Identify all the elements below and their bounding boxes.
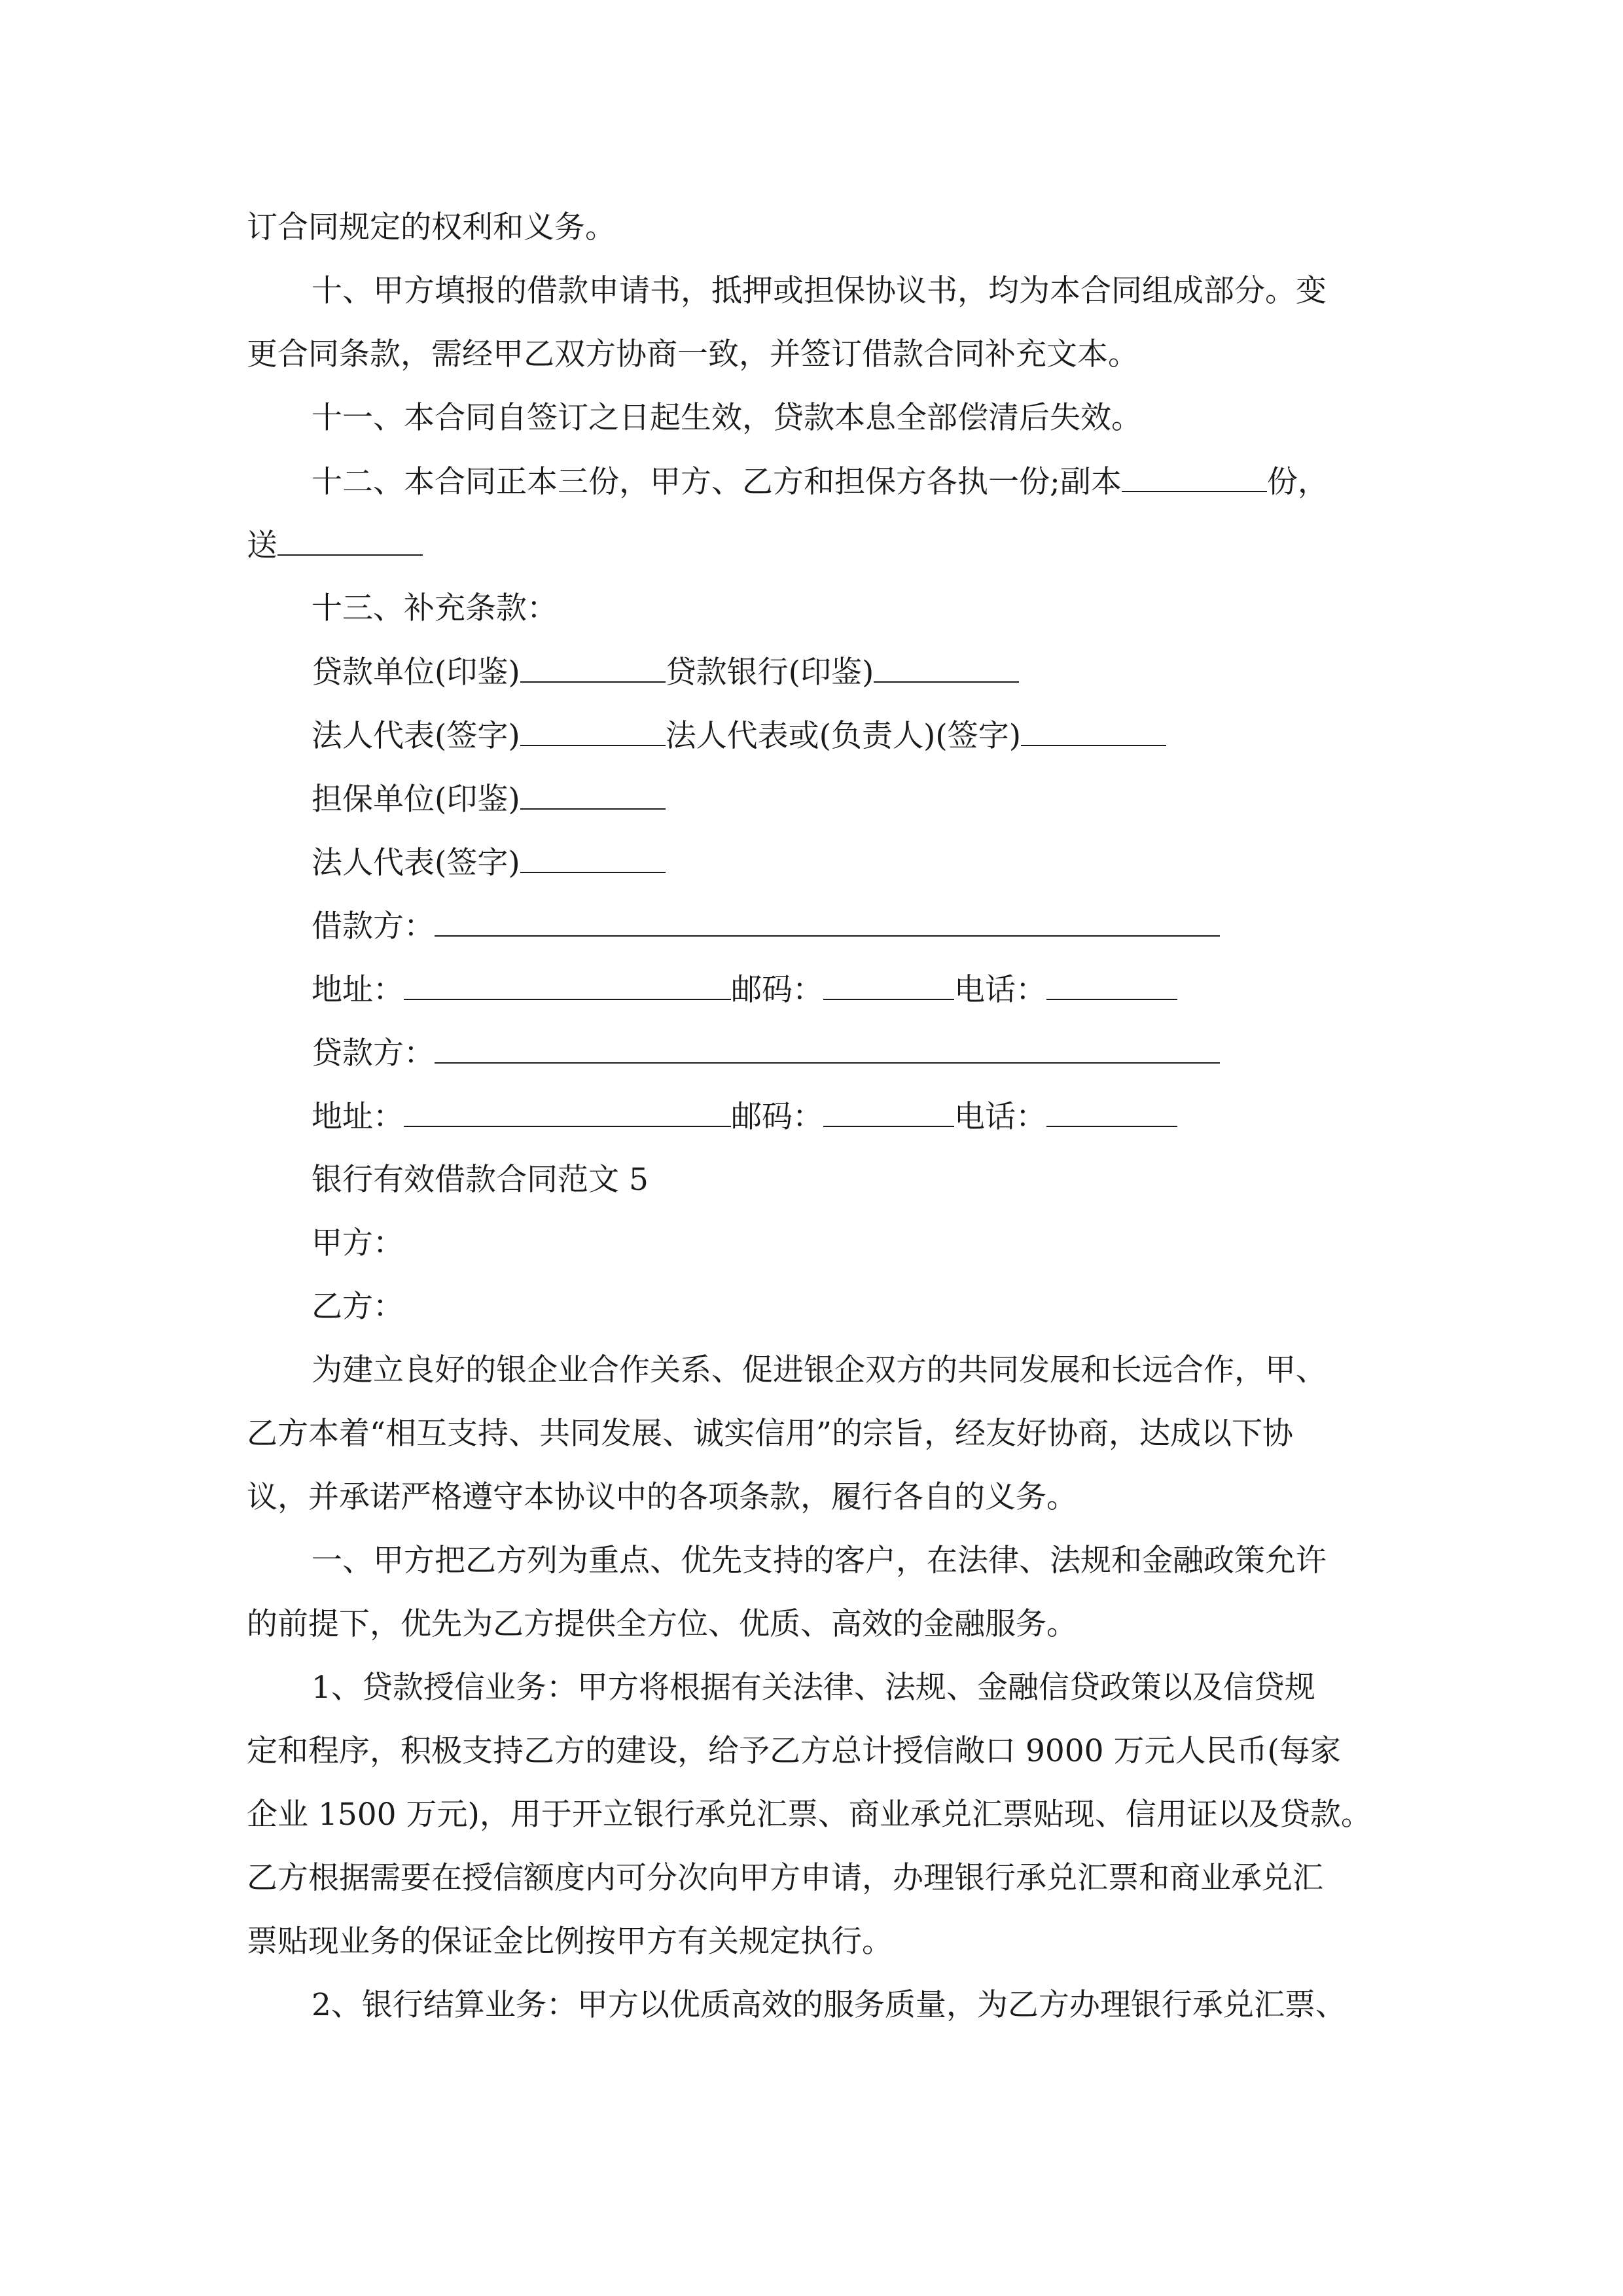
label: 地址：: [312, 1099, 404, 1135]
text: 更合同条款，需经甲乙双方协商一致，并签订借款合同补充文本。: [247, 336, 1139, 372]
text: 一、甲方把乙方列为重点、优先支持的客户，在法律、法规和金融政策允许: [312, 1543, 1327, 1579]
copies-blank[interactable]: [1122, 462, 1267, 492]
party-a-line: [312, 1224, 404, 1263]
text: 定和程序，积极支持乙方的建设，给予乙方总计授信敞口 9000 万元人民币(每家: [247, 1733, 1341, 1769]
text: 议，并承诺严格遵守本协议中的各项条款，履行各自的义务。: [247, 1479, 1077, 1515]
clause-10-line: [312, 272, 1327, 311]
lender-blank[interactable]: [435, 1033, 1220, 1064]
label: 法人代表或(负责人)(签字): [665, 718, 1022, 754]
signature-line: [312, 780, 666, 819]
text: 甲方：: [312, 1225, 404, 1261]
address-blank[interactable]: [404, 970, 731, 1000]
paragraph-line: [312, 1541, 1327, 1581]
signature-line: [312, 653, 1019, 692]
paragraph-line: [312, 1986, 1346, 2025]
paragraph-line: [247, 1732, 1341, 1771]
clause-13-line: [312, 589, 558, 628]
label: 法人代表(签字): [312, 845, 520, 881]
label: 邮码：: [731, 1099, 823, 1135]
label: 担保单位(印鉴): [312, 781, 520, 817]
paragraph-line: [247, 1478, 1077, 1517]
text: 银行有效借款合同范文 5: [312, 1162, 649, 1198]
text: 乙方：: [312, 1289, 404, 1325]
paragraph-line: [247, 1795, 1372, 1835]
text: 送: [247, 528, 277, 564]
label: 贷款银行(印鉴): [665, 655, 874, 691]
borrower-address-line: [312, 970, 1177, 1010]
party-b-line: [312, 1287, 404, 1327]
phone-blank[interactable]: [1046, 1097, 1177, 1127]
guarantor-seal-blank[interactable]: [520, 780, 666, 810]
signature-line: [312, 843, 666, 883]
paragraph-line: [247, 208, 616, 247]
text: 十一、本合同自签订之日起生效，贷款本息全部偿清后失效。: [312, 400, 1142, 436]
lender-unit-seal-blank[interactable]: [520, 653, 666, 683]
postcode-blank[interactable]: [823, 1097, 954, 1127]
paragraph-line: [247, 335, 1139, 374]
text: 乙方本着“相互支持、共同发展、诚实信用”的宗旨，经友好协商，达成以下协: [247, 1416, 1294, 1452]
paragraph-line: [247, 1859, 1323, 1898]
send-to-blank[interactable]: [277, 526, 423, 556]
label: 电话：: [954, 972, 1046, 1008]
label: 地址：: [312, 972, 404, 1008]
text: 十三、补充条款：: [312, 590, 558, 626]
text: 的前提下，优先为乙方提供全方位、优质、高效的金融服务。: [247, 1606, 1077, 1642]
borrower-blank[interactable]: [435, 906, 1220, 937]
address-blank[interactable]: [404, 1097, 731, 1127]
clause-11-line: [312, 399, 1142, 438]
label: 电话：: [954, 1099, 1046, 1135]
paragraph-line: [247, 526, 423, 565]
clause-12-line: [312, 462, 1329, 502]
legal-rep-sign-blank[interactable]: [520, 716, 666, 746]
label: 借款方：: [312, 908, 435, 944]
paragraph-line: [312, 1351, 1327, 1390]
text: 十二、本合同正本三份，甲方、乙方和担保方各执一份;副本: [312, 464, 1122, 500]
text: 企业 1500 万元)，用于开立银行承兑汇票、商业承兑汇票贴现、信用证以及贷款。: [247, 1797, 1372, 1833]
signature-line: [312, 716, 1166, 756]
section-title: [312, 1160, 649, 1200]
label: 贷款单位(印鉴): [312, 655, 520, 691]
text: 1、贷款授信业务：甲方将根据有关法律、法规、金融信贷政策以及信贷规: [312, 1670, 1315, 1706]
paragraph-line: [247, 1414, 1293, 1454]
lender-address-line: [312, 1097, 1177, 1137]
text: 2、银行结算业务：甲方以优质高效的服务质量，为乙方办理银行承兑汇票、: [312, 1987, 1346, 2023]
text: 乙方根据需要在授信额度内可分次向甲方申请，办理银行承兑汇票和商业承兑汇: [247, 1860, 1323, 1896]
text: 份，: [1266, 464, 1329, 500]
text: 十、甲方填报的借款申请书，抵押或担保协议书，均为本合同组成部分。变: [312, 273, 1327, 309]
text: 票贴现业务的保证金比例按甲方有关规定执行。: [247, 1924, 893, 1960]
bank-seal-blank[interactable]: [874, 653, 1019, 683]
text: 为建立良好的银企业合作关系、促进银企双方的共同发展和长远合作，甲、: [312, 1352, 1327, 1388]
label: 贷款方：: [312, 1035, 435, 1071]
label: 邮码：: [731, 972, 823, 1008]
label: 法人代表(签字): [312, 718, 520, 754]
paragraph-line: [312, 1668, 1315, 1708]
postcode-blank[interactable]: [823, 970, 954, 1000]
borrower-line: [312, 906, 1220, 946]
paragraph-line: [247, 1605, 1077, 1644]
phone-blank[interactable]: [1046, 970, 1177, 1000]
text: 订合同规定的权利和义务。: [247, 209, 616, 245]
guarantor-legal-rep-blank[interactable]: [520, 843, 666, 873]
bank-legal-rep-sign-blank[interactable]: [1021, 716, 1166, 746]
lender-line: [312, 1033, 1220, 1073]
paragraph-line: [247, 1922, 893, 1962]
